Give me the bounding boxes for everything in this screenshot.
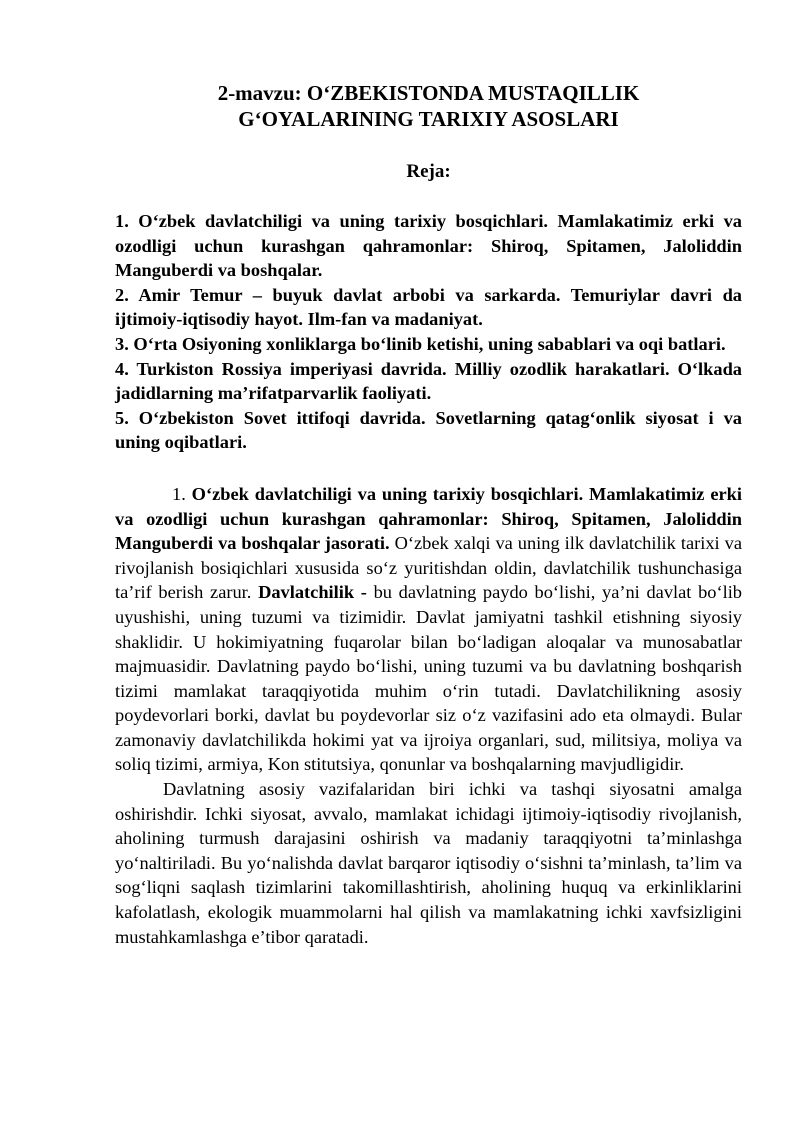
section-1-paragraph: [115, 482, 742, 777]
plan-heading: Reja:: [406, 161, 451, 182]
section-1-number: 1.: [172, 483, 186, 504]
section-1-text-after: bu davlatning paydo bo‘lishi, ya’ni davlat bo‘lib uyushishi, uning tuzumi va tizimidir. Davlat jamiyatni tashkil etishning siyosiy shaklidir. U hokimiyatning fuqarolar bilan bo‘ladigan aloqalar va munosabatlar majmuasidir. Davlatning paydo bo‘lishi, uning tuzumi va bu davlatning boshqarish tizimi mamlakat taraqqiyotida muhim o‘rin tutadi. Davlatchilikning asosiy poydevorlari borki, davlat bu poydevorlar siz o‘z vazifasini ado eta olmaydi. Bular zamonaviy davlatchilikda hokimi yat va ijroiya organlari, sud, militsiya, moliya va soliq tizimi, armiya, Kon stitutsiya, qonunlar va boshqalarning mavjudligidir.: [115, 582, 742, 775]
plan-item-2: 2. Amir Temur – buyuk davlat arbobi va sarkarda. Temuriylar davri da ijtimoiy-iqtisodiy hayot. Ilm-fan va madaniyat.: [115, 284, 742, 330]
document-page: [115, 80, 742, 949]
plan-list: [115, 209, 742, 455]
title-line-1: 2-mavzu: O‘ZBEKISTONDA MUSTAQILLIK: [217, 81, 640, 105]
section-1: [115, 482, 742, 949]
section-1-heading: O‘zbek davlatchiligi va uning tarixiy bosqichlari. Mamlakatimiz erki va ozodligi uchun kurashgan qahramonlar: Shiroq, Spitamen, Jaloliddin Manguberdi va boshqalar jasorati.: [115, 483, 742, 554]
plan-item-4: 4. Turkiston Rossiya imperiyasi davrida. Milliy ozodlik harakatlari. O‘lkada jadidlarning ma’rifatparvarlik faoliyati.: [115, 358, 742, 404]
plan-item-1: 1. O‘zbek davlatchiligi va uning tarixiy bosqichlari. Mamlakatimiz erki va ozodligi uchun kurashgan qahramonlar: Shiroq, Spitamen, Jaloliddin Manguberdi va boshqalar.: [115, 211, 742, 281]
title-line-2: G‘OYALARINING TARIXIY ASOSLARI: [238, 107, 619, 131]
definition-term: Davlatchilik -: [258, 582, 367, 603]
plan-item-3: 3. O‘rta Osiyoning xonliklarga bo‘linib ketishi, uning sabablari va oqi batlari.: [115, 333, 726, 354]
document-title: [115, 80, 742, 132]
section-1-text-before: O‘zbek xalqi va uning ilk davlatchilik tarixi va rivojlanish bosiqichlari xususida so‘z yuritishdan oldin, davlatchilik tushunchasiga ta’rif berish zarur.: [115, 533, 742, 603]
plan-item-5: 5. O‘zbekiston Sovet ittifoqi davrida. Sovetlarning qatag‘onlik siyosat i va uning oqibatlari.: [115, 407, 742, 453]
paragraph-2: Davlatning asosiy vazifalaridan biri ichki va tashqi siyosatni amalga oshirishdir. Ichki siyosat, avvalo, mamlakat ichidagi ijtimoiy-iqtisodiy rivojlanish, aholining turmush darajasini oshirish va madaniy taraqqiyotni ta’minlashga yo‘naltiriladi. Bu yo‘nalishda davlat barqaror iqtisodiy o‘sishni ta’minlash, ta’lim va sog‘liqni saqlash tizimlarini takomillashtirish, aholining huquq va erkinliklarini kafolatlash, ekologik muammolarni hal qilish va mamlakatning ichki xavfsizligini mustahkamlashga e’tibor qaratadi.: [115, 779, 742, 947]
